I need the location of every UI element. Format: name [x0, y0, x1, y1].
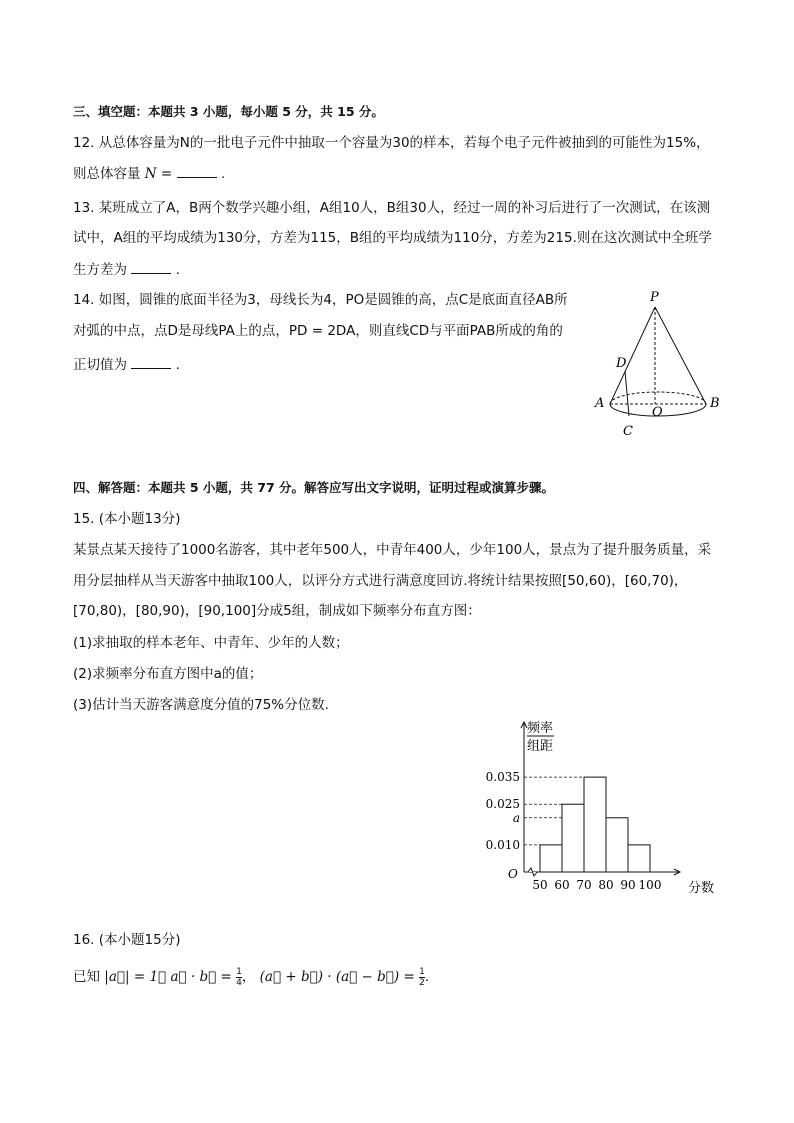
q14-period: .: [175, 357, 180, 373]
q15-title: 15. (本小题13分): [73, 511, 181, 527]
cone-segment-cd: [625, 371, 629, 416]
cone-base-back-arc: [610, 392, 706, 404]
origin-label: O: [508, 867, 518, 881]
cone-label-b: B: [710, 396, 720, 411]
x-tick-label-0: 50: [532, 878, 548, 892]
x-tick-label-3: 80: [598, 878, 614, 892]
q14-line-1: 14. 如图，圆锥的底面半径为3，母线长为4，PO是圆锥的高，点C是底面直径AB所: [73, 292, 568, 308]
cone-slant-pb: [655, 307, 706, 404]
q16-sep: ，: [241, 969, 256, 985]
x-tick-label-2: 70: [576, 878, 592, 892]
cone-label-a: A: [595, 396, 605, 411]
y-axis-label-bottom: 组距: [527, 739, 554, 754]
x-tick-label-4: 90: [620, 878, 636, 892]
q13-line-3: [73, 259, 180, 279]
x-axis-label: 分数: [688, 881, 715, 896]
q15-part-3: (3)估计当天游客满意度分值的75%分位数.: [73, 697, 329, 713]
q13-line-1: 13. 某班成立了A，B两个数学兴趣小组，A组10人，B组30人，经过一周的补习后进行了一次测试，在该测: [73, 200, 711, 216]
q14-text: 正切值为: [73, 357, 127, 373]
q12-math: N =: [144, 166, 173, 182]
q12-answer-blank: [177, 163, 217, 178]
q12-line-2: [73, 163, 225, 183]
cone-diagram: [585, 285, 735, 445]
q15-line-1: 某景点某天接待了1000名游客，其中老年500人，中青年400人，少年100人，景点为了提升服务质量，采: [73, 542, 712, 558]
x-tick-label-5: 100: [638, 878, 662, 892]
histogram-figure: [470, 710, 730, 900]
q14-answer-blank: [131, 354, 171, 369]
q14-line-3: [73, 354, 180, 374]
q13-text: 生方差为: [73, 262, 127, 278]
q13-answer-blank: [131, 259, 171, 274]
y-tick-label-1: 0.025: [485, 797, 520, 812]
q14-line-2: 对弧的中点，点D是母线PA上的点，PD = 2DA，则直线CD与平面PAB所成的角的: [73, 323, 563, 339]
q15-line-2: 用分层抽样从当天游客中抽取100人，以评分方式进行满意度回访.将统计结果按照[50,60)，[60,70)，: [73, 573, 688, 589]
cone-figure: [585, 285, 735, 445]
histogram-bar-1: [562, 804, 584, 872]
q13-line-2: 试中，A组的平均成绩为130分，方差为115，B组的平均成绩为110分，方差为215.则在这次测试中全班学: [73, 230, 712, 246]
cone-label-d: D: [616, 356, 627, 371]
q16-line-1: [73, 966, 429, 988]
q12-line-1: 12. 从总体容量为N的一批电子元件中抽取一个容量为30的样本，若每个电子元件被抽到的可能性为15%，: [73, 135, 710, 151]
section-heading-solve: 四、解答题：本题共 5 小题，共 77 分。解答应写出文字说明，证明过程或演算步骤。: [73, 480, 555, 495]
cone-label-c: C: [623, 424, 633, 439]
histogram-bar-4: [628, 845, 650, 872]
q16-expr-1: |a⃗| = 1，: [104, 969, 167, 985]
x-axis-break-mark: [528, 868, 537, 876]
q16-expr-3: (a⃗ + b⃗) · (a⃗ − b⃗) =: [259, 969, 415, 985]
y-axis-label-top: 频率: [527, 721, 554, 736]
q13-period: .: [175, 262, 180, 278]
cone-label-p: P: [650, 290, 659, 305]
q16-expr-2: a⃗ · b⃗ =: [170, 969, 232, 985]
histogram-bars: [540, 777, 650, 872]
histogram-bar-0: [540, 845, 562, 872]
section-heading-fill-in: 三、填空题：本题共 3 小题，每小题 5 分，共 15 分。: [73, 104, 384, 119]
q16-frac2-den: 2: [419, 977, 425, 988]
cone-label-o: O: [652, 405, 663, 420]
q15-line-3: [70,80)，[80,90)，[90,100]分成5组，制成如下频率分布直方图：: [73, 603, 481, 619]
y-tick-label-3: 0.010: [485, 837, 520, 852]
histogram-bar-3: [606, 818, 628, 872]
x-tick-label-1: 60: [554, 878, 570, 892]
q15-part-1: (1)求抽取的样本老年、中青年、少年的人数；: [73, 635, 349, 651]
q16-frac1-den: 4: [236, 977, 242, 988]
q16-end: .: [424, 969, 430, 985]
q16-frac1-num: 1: [236, 966, 242, 977]
histogram-bar-2: [584, 777, 606, 872]
y-tick-label-2: a: [512, 810, 520, 825]
q12-text: 则总体容量: [73, 166, 141, 182]
q15-part-2: (2)求频率分布直方图中a的值；: [73, 666, 263, 682]
histogram-chart: [470, 710, 730, 900]
y-tick-label-0: 0.035: [485, 770, 520, 785]
q12-period: .: [220, 166, 226, 182]
q16-prefix: 已知: [73, 969, 100, 985]
q16-title: 16. (本小题15分): [73, 932, 181, 948]
q16-frac2-num: 1: [419, 966, 425, 977]
